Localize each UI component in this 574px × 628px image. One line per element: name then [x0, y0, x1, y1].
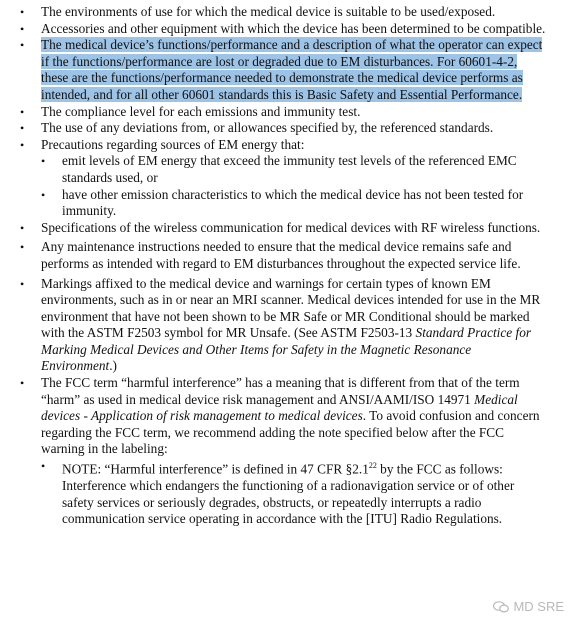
list-item	[0, 137, 574, 154]
note-text-a: NOTE: “Harmful interference” is defined in 47 CFR §2.1	[62, 461, 369, 477]
list-item	[0, 239, 574, 272]
list-item-text: The compliance level for each emissions and immunity test.	[41, 103, 361, 119]
bullet: •	[20, 38, 25, 53]
footnote-ref[interactable]: 22	[368, 461, 377, 471]
list-item	[0, 220, 574, 237]
requirements-list	[0, 4, 574, 528]
sub-list	[0, 153, 574, 219]
list-item	[0, 104, 574, 121]
bullet: •	[41, 154, 46, 169]
watermark	[493, 599, 564, 614]
watermark-text: MD SRE	[513, 599, 564, 614]
list-item	[0, 21, 574, 38]
bullet: •	[41, 459, 46, 474]
bullet: •	[20, 121, 25, 136]
list-item-text-b: .)	[109, 358, 117, 374]
sub-list	[0, 458, 574, 528]
bullet: •	[20, 240, 25, 255]
list-item-text: The use of any deviations from, or allowances specified by, the referenced standards.	[41, 120, 494, 136]
list-item-text: Precautions regarding sources of EM energy that:	[41, 136, 305, 152]
list-item-highlighted	[0, 37, 574, 103]
bullet: •	[20, 104, 25, 119]
sub-list-item-text: have other emission characteristics to which the medical device has not been tested for immunity.	[62, 186, 524, 219]
bullet: •	[20, 21, 25, 36]
list-item-text-a: The FCC term “harmful interference” has a meaning that is different from that of the term “harm” as used in medical device risk management and ANSI/AAMI/ISO 14971	[41, 375, 520, 407]
sub-list-container	[0, 153, 574, 219]
list-item-text: Specifications of the wireless communication for medical devices with RF wireless functions.	[41, 219, 541, 235]
list-item	[0, 120, 574, 137]
standard-title: Medical devices - Application of risk management to medical devices	[41, 391, 518, 424]
bullet: •	[20, 137, 25, 152]
list-item-text-a: Markings affixed to the medical device and warnings for certain types of known EM environments, such as in or near an MRI scanner. Medical devices intended for use in the MR environment that have not been shown to be MR Safe or MR Conditional should be marked with the ASTM F2503 symbol for MR Unsafe. (See ASTM F2503-13	[41, 275, 541, 341]
list-item-text: The environments of use for which the medical device is suitable to be used/exposed.	[41, 4, 496, 19]
list-item	[0, 4, 574, 21]
bullet: •	[41, 187, 46, 202]
sub-list-container	[0, 458, 574, 528]
list-item-text-b: . To avoid confusion and concern regarding the FCC term, we recommend adding the note specified below after the FCC warning in the labeling:	[41, 408, 540, 457]
bullet: •	[20, 220, 25, 235]
list-item	[0, 375, 574, 458]
sub-list-item	[0, 187, 574, 220]
note-item	[0, 458, 574, 528]
bullet: •	[20, 5, 25, 19]
bullet: •	[20, 276, 25, 291]
bullet: •	[20, 376, 25, 391]
sub-list-item-text: emit levels of EM energy that exceed the immunity test levels of the referenced EMC standards used, or	[62, 153, 517, 185]
list-item-text: Any maintenance instructions needed to ensure that the medical device remains safe and performs as intended with regard to EM disturbances throughout the expected service life.	[41, 239, 521, 271]
list-item-text: Accessories and other equipment with which the device has been determined to be compatible.	[41, 20, 546, 36]
note-text-b: by the FCC as follows: Interference which endangers the functioning of a radionavigation service or of other safety services or seriously degrades, obstructs, or repeatedly interrupts a radio communication service operating in accordance with the [ITU] Radio Regulations.	[62, 461, 515, 527]
wechat-icon	[493, 601, 509, 613]
highlighted-text: The medical device’s functions/performance and a description of what the operator can expect if the functions/performance are lost or degraded due to EM disturbances. For 60601-4-2, these are the functions/performance needed to demonstrate the medical device performs as intended, and for all other 60601 standards this is Basic Safety and Essential Performance.	[41, 37, 543, 102]
list-item	[0, 276, 574, 376]
standard-title: Standard Practice for Marking Medical Devices and Other Items for Safety in the Magnetic Resonance Environment	[41, 325, 532, 374]
sub-list-item	[0, 153, 574, 186]
